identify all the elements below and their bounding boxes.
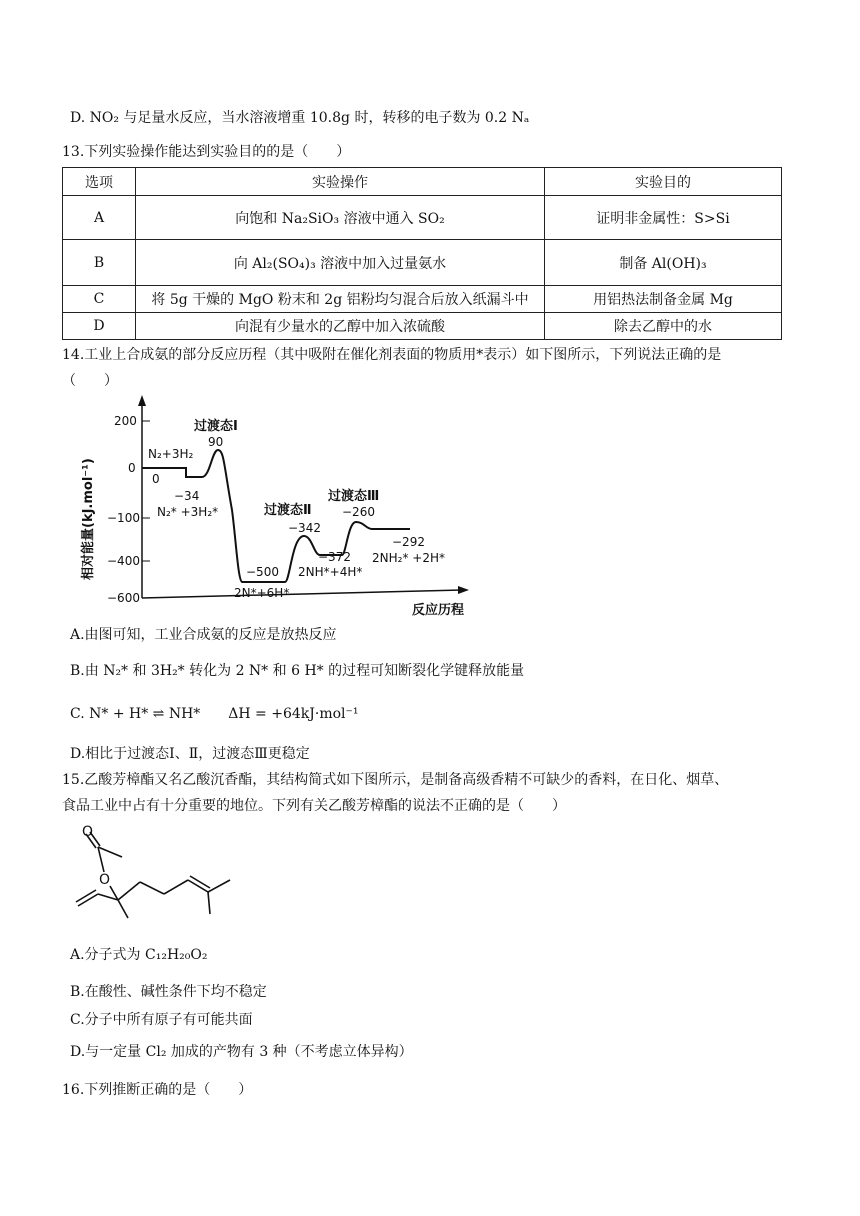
q14-option-b: B.由 N₂* 和 3H₂* 转化为 2 N* 和 6 H* 的过程可知断裂化学键释放能量 [70,663,525,679]
q14-stem-line1: 14.工业上合成氨的部分反应历程（其中吸附在催化剂表面的物质用*表示）如下图所示，下列说法正确的是 [62,347,722,363]
ads-value: −34 [174,489,200,503]
q15-option-d: D.与一定量 Cl₂ 加成的产物有 3 种（不考虑立体异构） [70,1044,413,1060]
y-tick-label: 0 [128,461,136,475]
carbonyl-oxygen-label: O [82,824,94,840]
x-axis [142,590,462,598]
q16-stem: 16.下列推断正确的是（ ） [62,1082,253,1098]
q12-option-d: D. NO₂ 与足量水反应，当水溶液增重 10.8g 时，转移的电子数为 0.2 Nₐ [70,110,530,126]
x-axis-label: 反应历程 [412,603,465,618]
table-header-row [63,168,782,196]
q15-option-a: A.分子式为 C₁₂H₂₀O₂ [70,947,208,963]
nh2-value: −292 [392,535,425,549]
nh-value: −372 [318,550,351,564]
q14-option-d: D.相比于过渡态Ⅰ、Ⅱ，过渡态Ⅲ更稳定 [70,746,310,762]
row-c-operation: 将 5g 干燥的 MgO 粉末和 2g 铝粉均匀混合后放入纸漏斗中 [136,286,545,313]
row-c-purpose: 用铝热法制备金属 Mg [545,286,782,313]
q15-option-c: C.分子中所有原子有可能共面 [70,1012,253,1028]
q13-options-table [62,167,782,340]
row-c-option: C [63,286,136,313]
q15-option-b: B.在酸性、碱性条件下均不稳定 [70,984,267,1000]
dissoc-species: 2N*+6H* [234,586,290,600]
row-a-purpose: 证明非金属性：S>Si [545,196,782,240]
q14-option-c: C. N* + H* ⇌ NH* ΔH = +64kJ·mol⁻¹ [70,706,359,722]
row-d-option: D [63,313,136,340]
y-tick-label: −400 [107,554,140,568]
row-b-purpose: 制备 Al(OH)₃ [545,240,782,286]
q15-stem-line2: 食品工业中占有十分重要的地位。下列有关乙酸芳樟酯的说法不正确的是（ ） [62,798,566,814]
ads-species: N₂* +3H₂* [157,505,219,519]
table-row [63,196,782,240]
ts1-value: 90 [208,435,224,449]
q14-stem-line2: （ ） [62,373,118,389]
x-axis-arrow [458,586,469,594]
header-purpose: 实验目的 [545,168,782,196]
row-b-option: B [63,240,136,286]
y-axis-label: 相对能量(kJ.mol⁻¹) [81,458,96,580]
q13-stem: 13.下列实验操作能达到实验目的的是（ ） [62,144,351,160]
q15-stem-line1: 15.乙酸芳樟酯又名乙酸沉香酯，其结构简式如下图所示，是制备高级香精不可缺少的香料，在日化、烟草、 [62,772,729,788]
table-row [63,286,782,313]
oxygen-atom-label: O [99,872,111,888]
y-tick-label: −600 [107,591,140,605]
table-row [63,313,782,340]
ts3-label: 过渡态Ⅲ [328,489,380,504]
header-operation: 实验操作 [136,168,545,196]
nh-species: 2NH*+4H* [298,565,363,579]
ts2-value: −342 [288,521,321,535]
nh2-species: 2NH₂* +2H* [372,551,445,565]
row-b-operation: 向 Al₂(SO₄)₃ 溶液中加入过量氨水 [136,240,545,286]
table-row [63,240,782,286]
ts1-label: 过渡态Ⅰ [194,419,238,434]
row-a-operation: 向饱和 Na₂SiO₃ 溶液中通入 SO₂ [136,196,545,240]
energy-profile-diagram [0,390,520,620]
start-value: 0 [152,472,160,486]
dissoc-value: −500 [246,565,279,579]
header-option: 选项 [63,168,136,196]
q14-option-a: A.由图可知，工业合成氨的反应是放热反应 [70,627,337,643]
start-species: N₂+3H₂ [148,447,194,461]
row-d-operation: 向混有少量水的乙醇中加入浓硫酸 [136,313,545,340]
row-a-option: A [63,196,136,240]
y-axis-arrow [138,395,146,406]
y-tick-label: −100 [107,511,140,525]
linalyl-acetate-structure [60,822,260,932]
ts2-label: 过渡态Ⅱ [264,503,312,518]
y-tick-label: 200 [114,414,137,428]
row-d-purpose: 除去乙醇中的水 [545,313,782,340]
ts3-value: −260 [342,505,375,519]
